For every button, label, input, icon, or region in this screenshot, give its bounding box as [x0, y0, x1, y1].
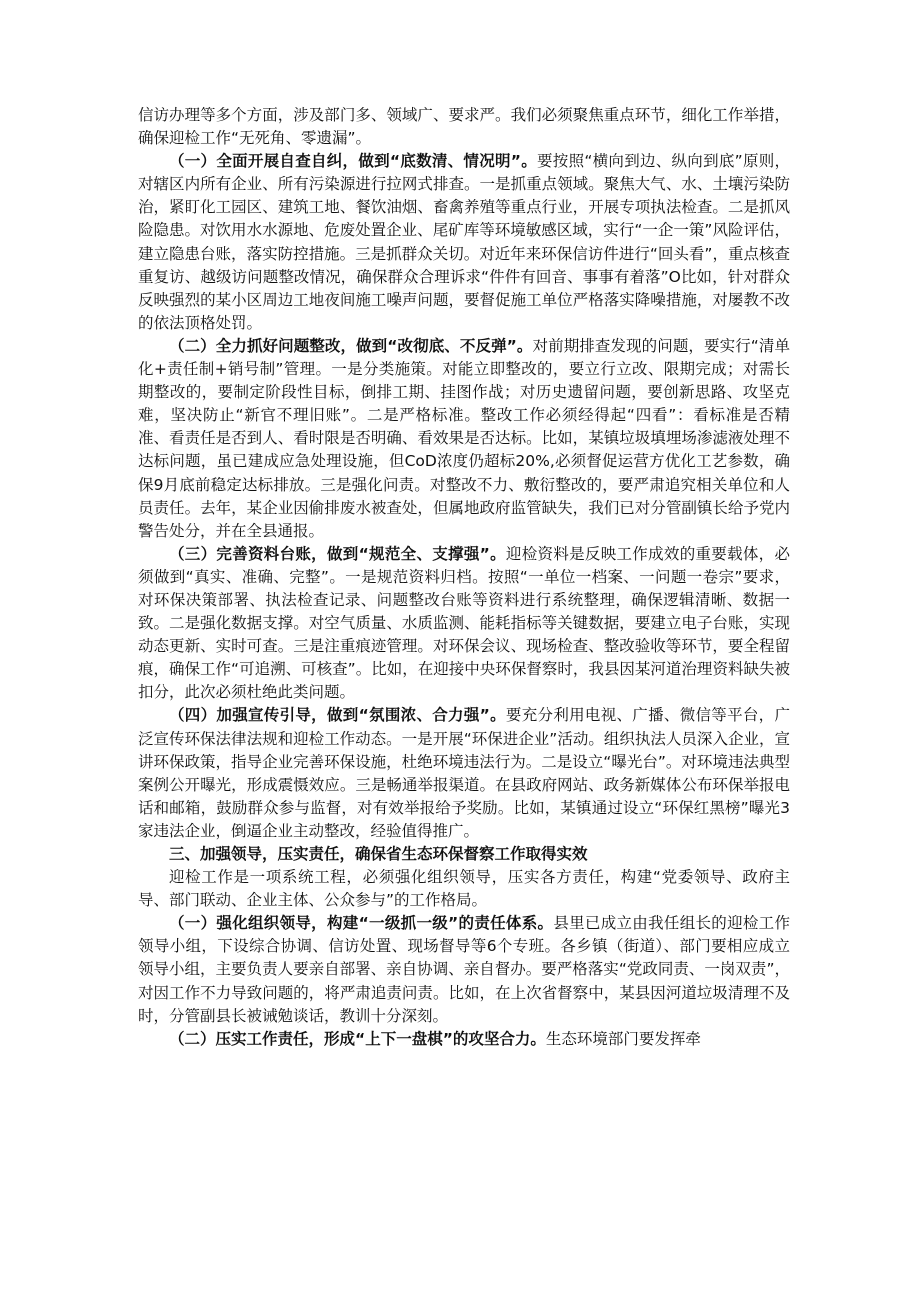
section-heading: 三、加强领导，压实责任，确保省生态环保督察工作取得实效 — [169, 845, 588, 863]
paragraph-section-4 — [138, 704, 790, 843]
paragraph-section-3 — [138, 543, 790, 705]
paragraph-body: 县里已成立由我任组长的迎检工作领导小组，下设综合协调、信访处置、现场督导等6个专班。各乡镇（街道）、部门要相应成立领导小组，主要负责人要亲自部署、亲自协调、亲自督办。要严格落实“党政同责、一岗双责”，对因工作不力导致问题的，将严肃追责问责。比如，在上次省督察中，某县因河道垃圾清理不及时，分管副县长被诫勉谈话，教训十分深刻。 — [138, 914, 790, 1025]
paragraph-heading: （三）完善资料台账，做到“规范全、支撑强”。 — [169, 544, 506, 563]
section-title-3 — [138, 843, 790, 866]
paragraph-continued — [138, 104, 790, 150]
paragraph-heading: （一）全面开展自查自纠，做到“底数清、情况明”。 — [169, 152, 538, 171]
paragraph-section-2 — [138, 335, 790, 543]
document-page — [138, 104, 790, 1051]
paragraph-heading: （一）强化组织领导，构建“一级抓一级”的责任体系。 — [169, 914, 554, 933]
paragraph-subsection-2 — [138, 1028, 790, 1051]
paragraph-body: 要充分利用电视、广播、微信等平台，广泛宣传环保法律法规和迎检工作动态。一是开展“环保进企业”活动。组织执法人员深入企业，宣讲环保政策，指导企业完善环保设施，杜绝环境违法行为。二是设立“曝光台”。对环境违法典型案例公开曝光，形成震慑效应。三是畅通举报渠道。在县政府网站、政务新媒体公布环保举报电话和邮箱，鼓励群众参与监督，对有效举报给予奖励。比如，某镇通过设立“环保红黑榜”曝光3家违法企业，倒逼企业主动整改，经验值得推广。 — [138, 706, 790, 840]
paragraph-intro — [138, 866, 790, 912]
paragraph-body: 信访办理等多个方面，涉及部门多、领域广、要求严。我们必须聚焦重点环节，细化工作举措，确保迎检工作“无死角、零遗漏”。 — [138, 106, 790, 148]
paragraph-subsection-1 — [138, 912, 790, 1027]
paragraph-body: 对前期排查发现的问题，要实行“清单化+责任制+销号制”管理。一是分类施策。对能立即整改的，要立行立改、限期完成；对需长期整改的，要制定阶段性目标，倒排工期、挂图作战；对历史遗留问题，要创新思路、攻坚克难，坚决防止“新官不理旧账”。二是严格标准。整改工作必须经得起“四看”：看标准是否精准、看责任是否到人、看时限是否明确、看效果是否达标。比如，某镇垃圾填埋场渗滤液处理不达标问题，虽已建成应急处理设施，但CoD浓度仍超标20%,必须督促运营方优化工艺参数，确保9月底前稳定达标排放。三是强化问责。对整改不力、敷衍整改的，要严肃追究相关单位和人员责任。去年，某企业因偷排废水被查处，但属地政府监管缺失，我们已对分管副镇长给予党内警告处分，并在全县通报。 — [138, 336, 790, 540]
paragraph-body: 要按照“横向到边、纵向到底”原则，对辖区内所有企业、所有污染源进行拉网式排查。一是抓重点领域。聚焦大气、水、土壤污染防治，紧盯化工园区、建筑工地、餐饮油烟、畜禽养殖等重点行业，开展专项执法检查。二是抓风险隐患。对饮用水水源地、危废处置企业、尾矿库等环境敏感区域，实行“一企一策”风险评估，建立隐患台账，落实防控措施。三是抓群众关切。对近年来环保信访件进行“回头看”，重点核查重复访、越级访问题整改情况，确保群众合理诉求“件件有回音、事事有着落”O比如，针对群众反映强烈的某小区周边工地夜间施工噪声问题，要督促施工单位严格落实降噪措施，对屡教不改的依法顶格处罚。 — [138, 152, 790, 332]
paragraph-body: 迎检工作是一项系统工程，必须强化组织领导，压实各方责任，构建“党委领导、政府主导、部门联动、企业主体、公众参与”的工作格局。 — [138, 868, 790, 910]
paragraph-body: 迎检资料是反映工作成效的重要载体，必须做到“真实、准确、完整”。一是规范资料归档。按照“一单位一档案、一问题一卷宗”要求，对环保决策部署、执法检查记录、问题整改台账等资料进行系统整理，确保逻辑清晰、数据一致。二是强化数据支撑。对空气质量、水质监测、能耗指标等关键数据，要建立电子台账，实现动态更新、实时可查。三是注重痕迹管理。对环保会议、现场检查、整改验收等环节，要全程留痕，确保工作“可追溯、可核查”。比如，在迎接中央环保督察时，我县因某河道治理资料缺失被扣分，此次必须杜绝此类问题。 — [138, 544, 790, 702]
paragraph-heading: （二）全力抓好问题整改，做到“改彻底、不反弹”。 — [169, 336, 533, 355]
paragraph-body: 生态环境部门要发挥牵 — [545, 1029, 701, 1048]
paragraph-heading: （二）压实工作责任，形成“上下一盘棋”的攻坚合力。 — [169, 1029, 546, 1048]
paragraph-section-1 — [138, 150, 790, 335]
paragraph-heading: （四）加强宣传引导，做到“氛围浓、合力强”。 — [169, 706, 506, 725]
